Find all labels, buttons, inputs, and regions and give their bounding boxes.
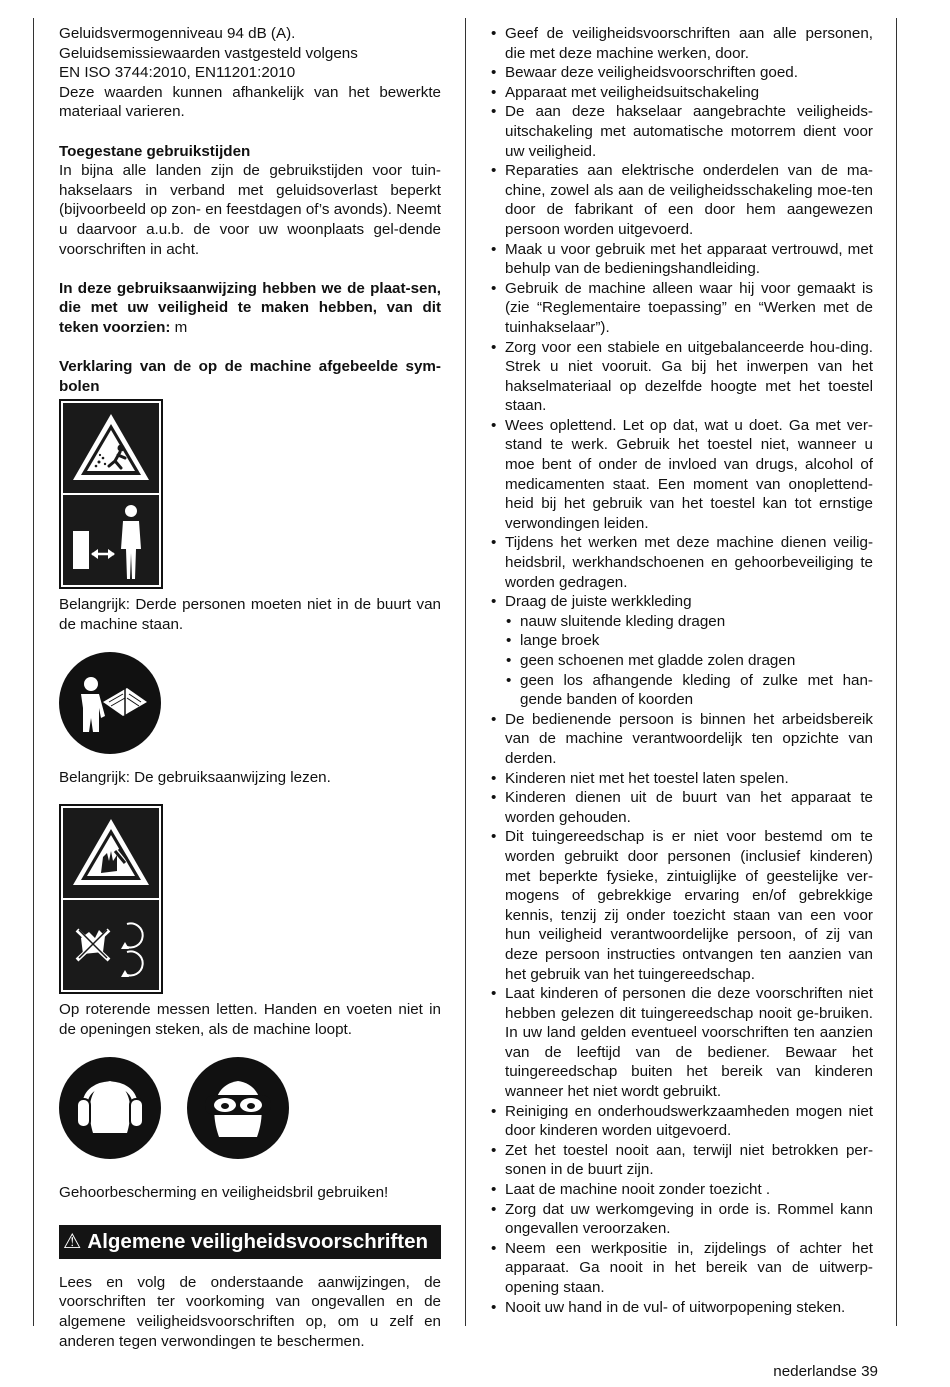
protection-caption: Gehoorbescherming en veiligheidsbril gebruiken!: [59, 1184, 389, 1202]
intro-tail: Deze waarden kunnen afhankelijk van het bewerkte materiaal varieren.: [59, 83, 441, 121]
third-persons-warning-sign: [59, 399, 163, 589]
list-item: • Laat kinderen of personen die deze voorschriften niet hebben gelezen dit tuingereedschap nooit ge-bruiken. In uw land gelden eventueel voorschriften ten aanzien van de leeftijd van de bediener. Bewaar het tuingereedschap buiten het bereik van kinderen wanneer het niet wordt gebruikt.: [489, 984, 873, 1102]
ear-protection-icon: [59, 1057, 161, 1159]
page-footer: [768, 1362, 878, 1382]
list-item: • Bewaar deze veiligheidsvoorschriften goed.: [489, 63, 873, 83]
usage-times-text: In bijna alle landen zijn de gebruikstijden voor tuin-hakselaars in verband met geluidsoverlast beperkt (bijvoorbeeld op zon- en feestdagen of’s avonds). Neemt u daarvoor a.u.b. de voor uw woonplaats gel-dende voorschriften in acht.: [59, 162, 441, 258]
right-column: [489, 24, 873, 1317]
noise-info: [59, 24, 441, 122]
warning-triangle-icon: ⚠: [63, 1229, 82, 1253]
hand-cut-warning-icon: [63, 808, 159, 898]
list-item: • Kinderen dienen uit de buurt van het apparaat te worden gehouden.: [489, 788, 873, 827]
list-item: • Gebruik de machine alleen waar hij voor gemaakt is (zie “Reglementaire toepassing” en “Werken met de tuinhakselaar”).: [489, 279, 873, 338]
clothing-item-text: Draag de juiste werkkleding: [505, 593, 692, 611]
section-heading: [59, 1225, 441, 1259]
rotating-blades-caption: Op roterende messen letten. Handen en voeten niet in de openingen steken, als de machine loopt.: [59, 1001, 441, 1038]
rotating-blades-icon: [63, 900, 159, 990]
intro-line: EN ISO 3744:2010, EN11201:2010: [59, 64, 296, 82]
read-manual-icon: [59, 652, 161, 754]
ejected-debris-warning-icon: [63, 403, 159, 493]
column-rule-left: [33, 18, 34, 1326]
list-item: • Dit tuingereedschap is er niet voor bestemd om te worden gebruikt door personen (inclusief kinderen) met beperkte fysieke, zintuiglijke of geestelijke ver-mogens of gebrekkige ervaring en/of gebrekkige kennis, tenzij zij onder toezicht staan van een voor hun veiligheid verantwoordelijke persoon, of zij van deze persoon instructies ontvangen ten aanzien van het gebruik van het tuingereedschap.: [489, 827, 873, 984]
safety-notice: [59, 279, 441, 338]
list-item: • Wees oplettend. Let op dat, wat u doet. Ga met ver-stand te werk. Gebruik het toestel niet, wanneer u moe bent of onder de invloed van drugs, alcohol of medicamenten staat. Een moment van onoplettend-heid bij het gebruik van het toestel kan tot ernstige verwondingen leiden.: [489, 416, 873, 534]
safety-notice-text: In deze gebruiksaanwijzing hebben we de plaat-sen, die met uw veiligheid te maken hebben, van dit teken voorzien:: [59, 279, 441, 336]
list-item: • Neem een werkpositie in, zijdelings of achter het apparaat. Ga nooit in het bereik van de uitwerp-opening staan.: [489, 1239, 873, 1298]
clothing-sublist: [505, 612, 873, 710]
sub-list-item: • geen schoenen met gladde zolen dragen: [505, 651, 873, 671]
list-item: • Zorg dat uw werkomgeving in orde is. Rommel kann ongevallen veroorzaken.: [489, 1200, 873, 1239]
list-item: • De bedienende persoon is binnen het arbeidsbereik van de machine verantwoordelijk ten opzichte van derden.: [489, 710, 873, 769]
column-rule-right: [896, 18, 897, 1326]
list-item: • Maak u voor gebruik met het apparaat vertrouwd, met behulp van de bedieningshandleiding.: [489, 240, 873, 279]
list-item: • Zorg voor een stabiele en uitgebalanceerde hou-ding. Strek u niet vooruit. Ga bij het inwerpen van het hakselmateriaal op dezelfde hoogte met het toestel staan.: [489, 338, 873, 416]
read-manual-caption: Belangrijk: De gebruiksaanwijzing lezen.: [59, 769, 331, 787]
list-item: • Reiniging en onderhoudswerkzaamheden mogen niet door kinderen worden uitgevoerd.: [489, 1102, 873, 1141]
rotating-blades-warning-sign: [59, 804, 163, 994]
list-item: • Nooit uw hand in de vul- of uitworpopening steken.: [489, 1298, 873, 1318]
list-item: • Geef de veiligheidsvoorschriften aan alle personen, die met deze machine werken, door.: [489, 24, 873, 63]
left-column: [59, 24, 441, 1351]
list-item: • Tijdens het werken met deze machine dienen veilig-heidsbril, werkhandschoenen en gehoorbeveiliging te worden gedragen.: [489, 533, 873, 592]
list-item: • Zet het toestel nooit aan, terwijl niet betrokken per-sonen in de buurt zijn.: [489, 1141, 873, 1180]
safety-notice-mark: m: [170, 318, 188, 336]
clothing-list-item: [489, 592, 873, 710]
column-rule-middle: [465, 18, 466, 1326]
list-item: • Kinderen niet met het toestel laten spelen.: [489, 769, 873, 789]
safety-rules-list: [489, 24, 873, 1317]
list-item: • Apparaat met veiligheidsuitschakeling: [489, 83, 873, 103]
list-item: • Laat de machine nooit zonder toezicht .: [489, 1180, 873, 1200]
symbols-title: Verklaring van de op de machine afgebeelde sym-bolen: [59, 358, 441, 395]
usage-times-title: Toegestane gebruikstijden: [59, 142, 251, 160]
protection-signs: [59, 1057, 441, 1159]
third-persons-caption: Belangrijk: Derde personen moeten niet in de buurt van de machine staan.: [59, 596, 441, 633]
page-number: 39: [861, 1363, 878, 1380]
safety-goggles-icon: [187, 1057, 289, 1159]
intro-line: Geluidsvermogenniveau 94 dB (A).: [59, 25, 296, 42]
intro-line: Geluidsemissiewaarden vastgesteld volgens: [59, 44, 358, 62]
keep-distance-icon: [63, 495, 159, 585]
sub-list-item: • nauw sluitende kleding dragen: [505, 612, 873, 632]
section-heading-text: Algemene veiligheidsvoorschriften: [87, 1229, 429, 1253]
list-item: • De aan deze hakselaar aangebrachte veiligheids-uitschakeling met automatische motorrem dient voor uw veiligheid.: [489, 102, 873, 161]
footer-language: nederlandse: [773, 1363, 857, 1380]
sub-list-item: • geen los afhangende kleding of zulke met han-gende banden of koorden: [505, 671, 873, 710]
list-item: • Reparaties aan elektrische onderdelen van de ma-chine, zowel als aan de veiligheidsschakeling moe-ten door de fabrikant of een door hem aangewezen persoon worden uitgevoerd.: [489, 161, 873, 239]
sub-list-item: • lange broek: [505, 631, 873, 651]
section-intro-text: Lees en volg de onderstaande aanwijzingen, de voorschriften ter voorkoming van ongevallen en de algemene veiligheidsvoorschriften op, om u zelf en anderen tegen verwondingen te beschermen.: [59, 1273, 441, 1350]
